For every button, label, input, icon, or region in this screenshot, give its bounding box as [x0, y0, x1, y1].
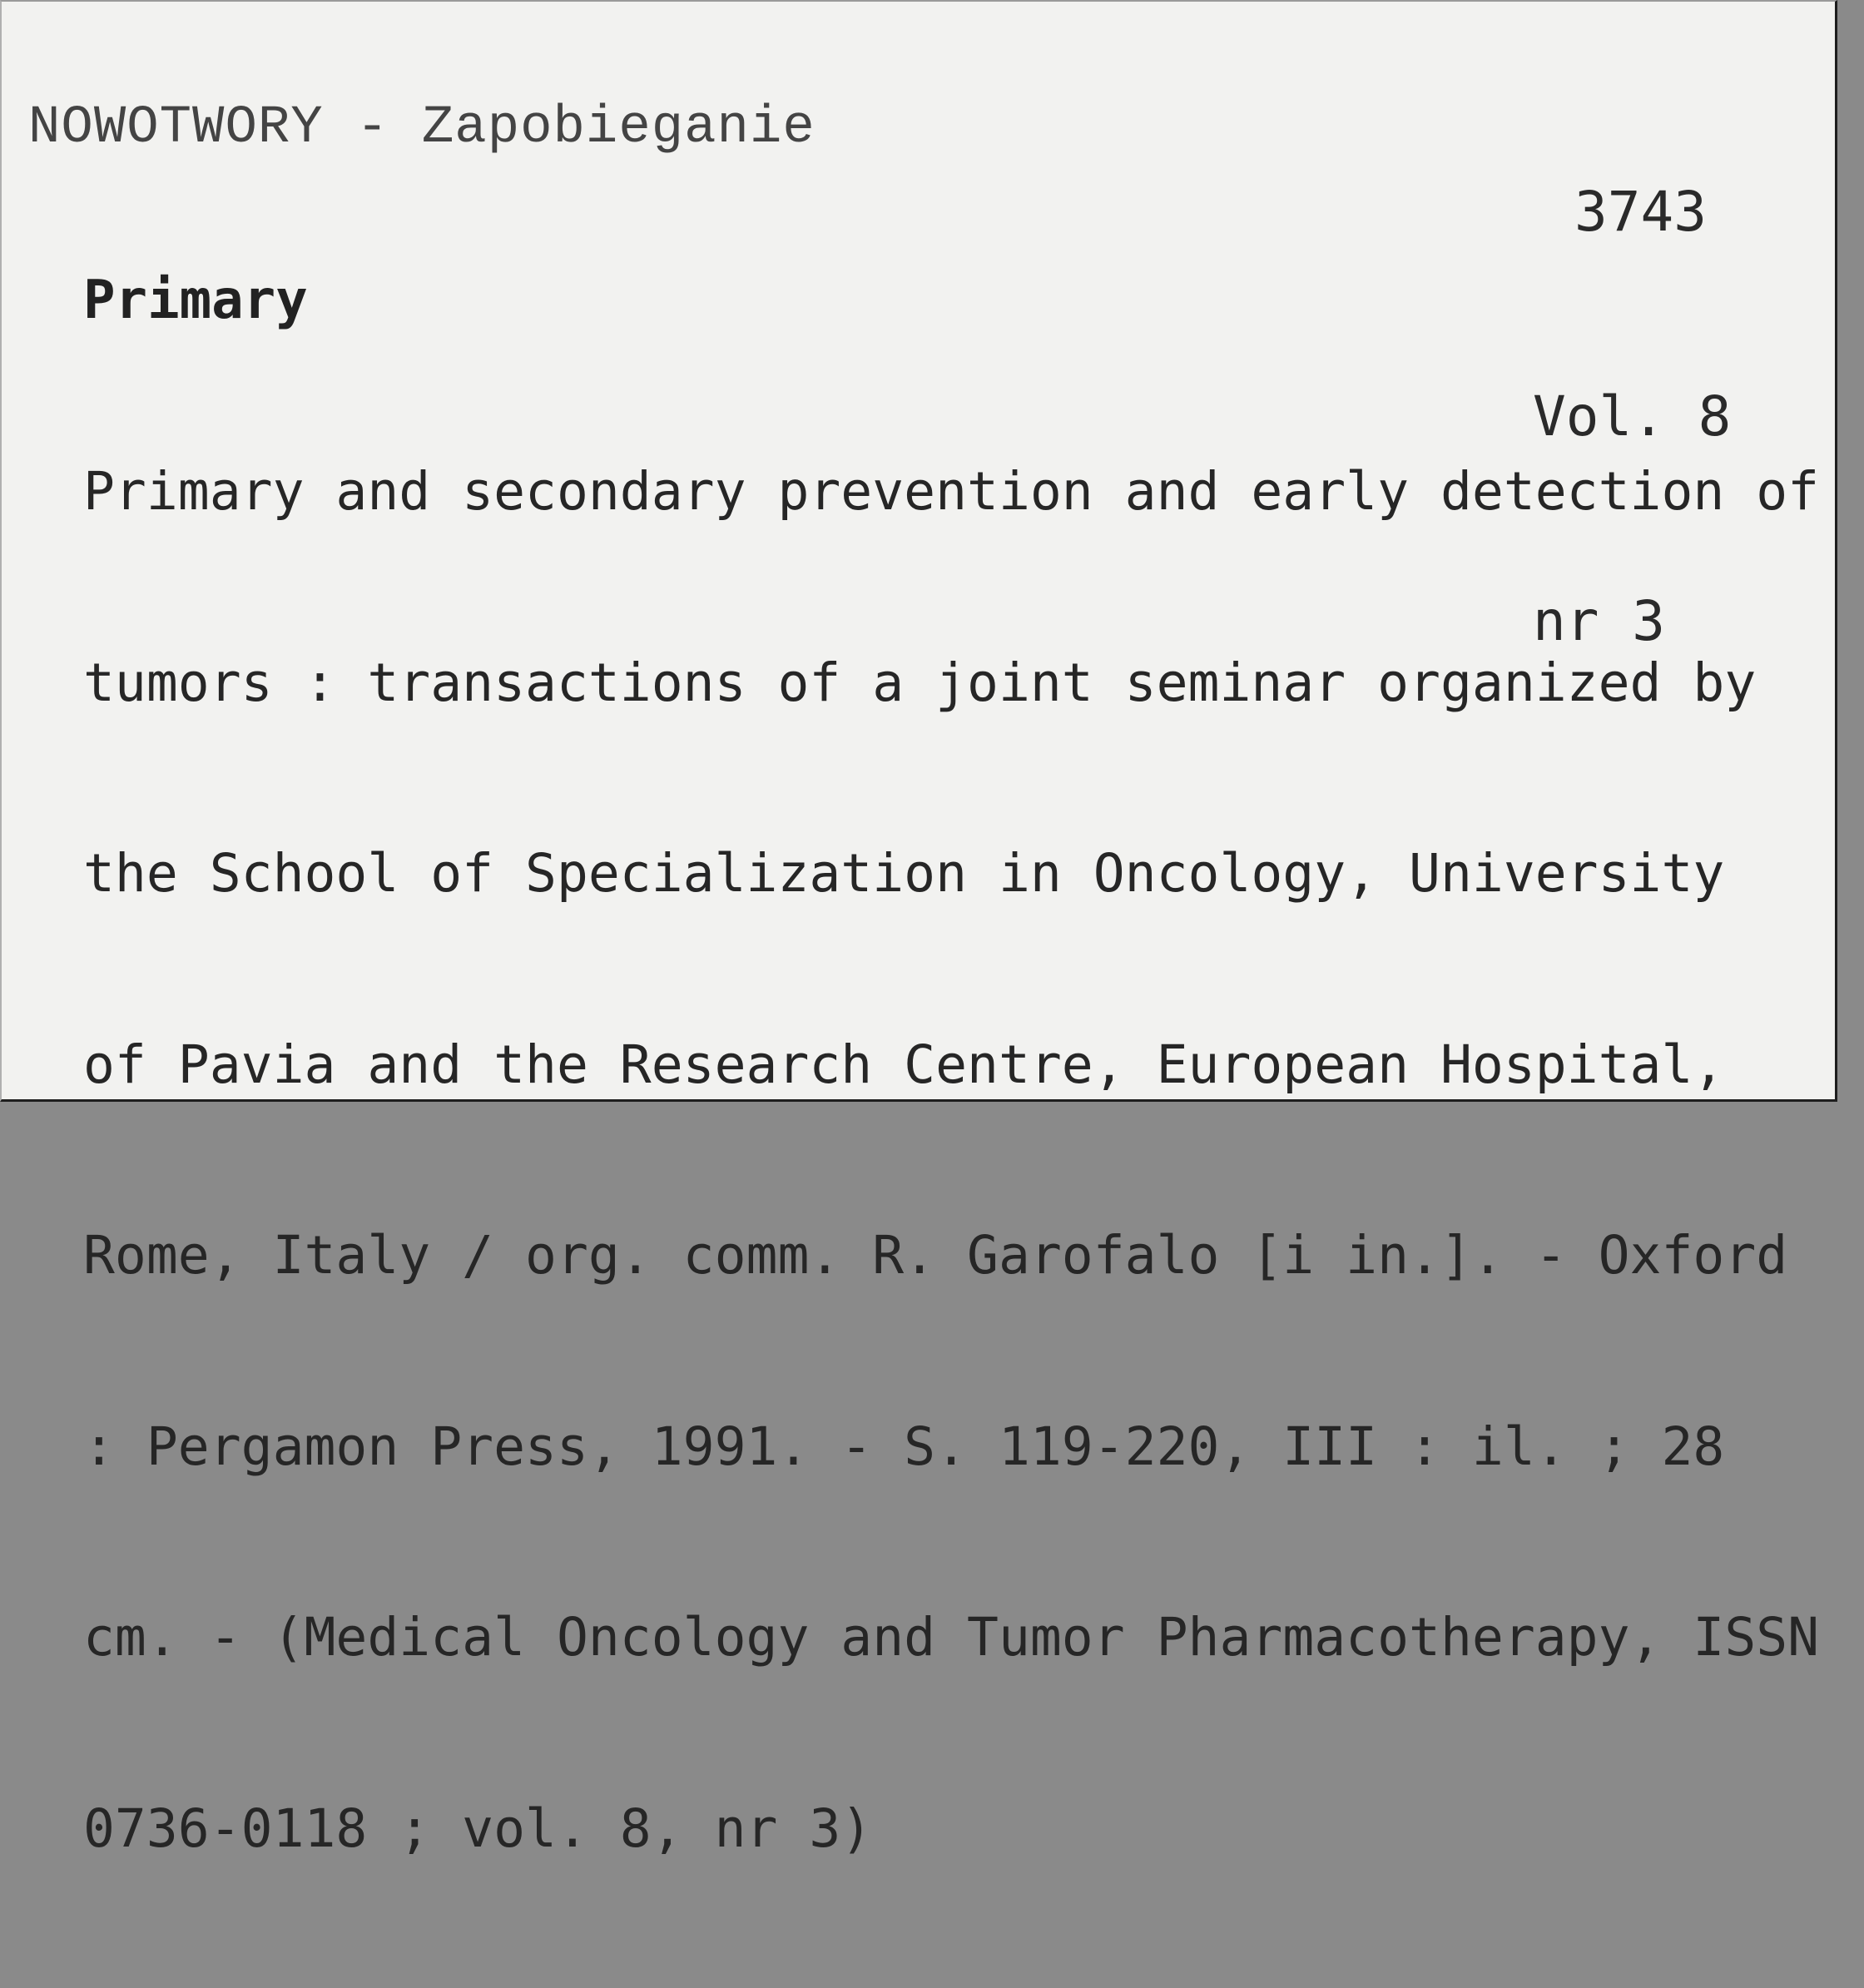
description-line: Primary and secondary prevention and early detection of	[83, 461, 1820, 522]
description-line: : Pergamon Press, 1991. - S. 119-220, III : il. ; 28	[83, 1415, 1725, 1477]
issue-label: nr 3	[1533, 589, 1665, 653]
subject-heading: NOWOTWORY - Zapobieganie	[28, 98, 816, 158]
entry-label: Primary	[83, 270, 308, 331]
description-line: Rome, Italy / org. comm. R. Garofalo [i in.]. - Oxford	[83, 1225, 1788, 1286]
call-number: 3743	[1574, 180, 1707, 244]
description-line: 0736-0118 ; vol. 8, nr 3)	[83, 1797, 873, 1859]
description-line: cm. - (Medical Oncology and Tumor Pharmacotherapy, ISSN	[83, 1607, 1820, 1668]
description-line: of Pavia and the Research Centre, European Hospital,	[83, 1034, 1725, 1095]
volume-label: Vol. 8	[1533, 384, 1732, 449]
description-line: tumors : transactions of a joint seminar organized by	[83, 652, 1757, 713]
description-line: the School of Specialization in Oncology, University	[83, 843, 1725, 904]
bibliographic-description	[83, 333, 1864, 1988]
